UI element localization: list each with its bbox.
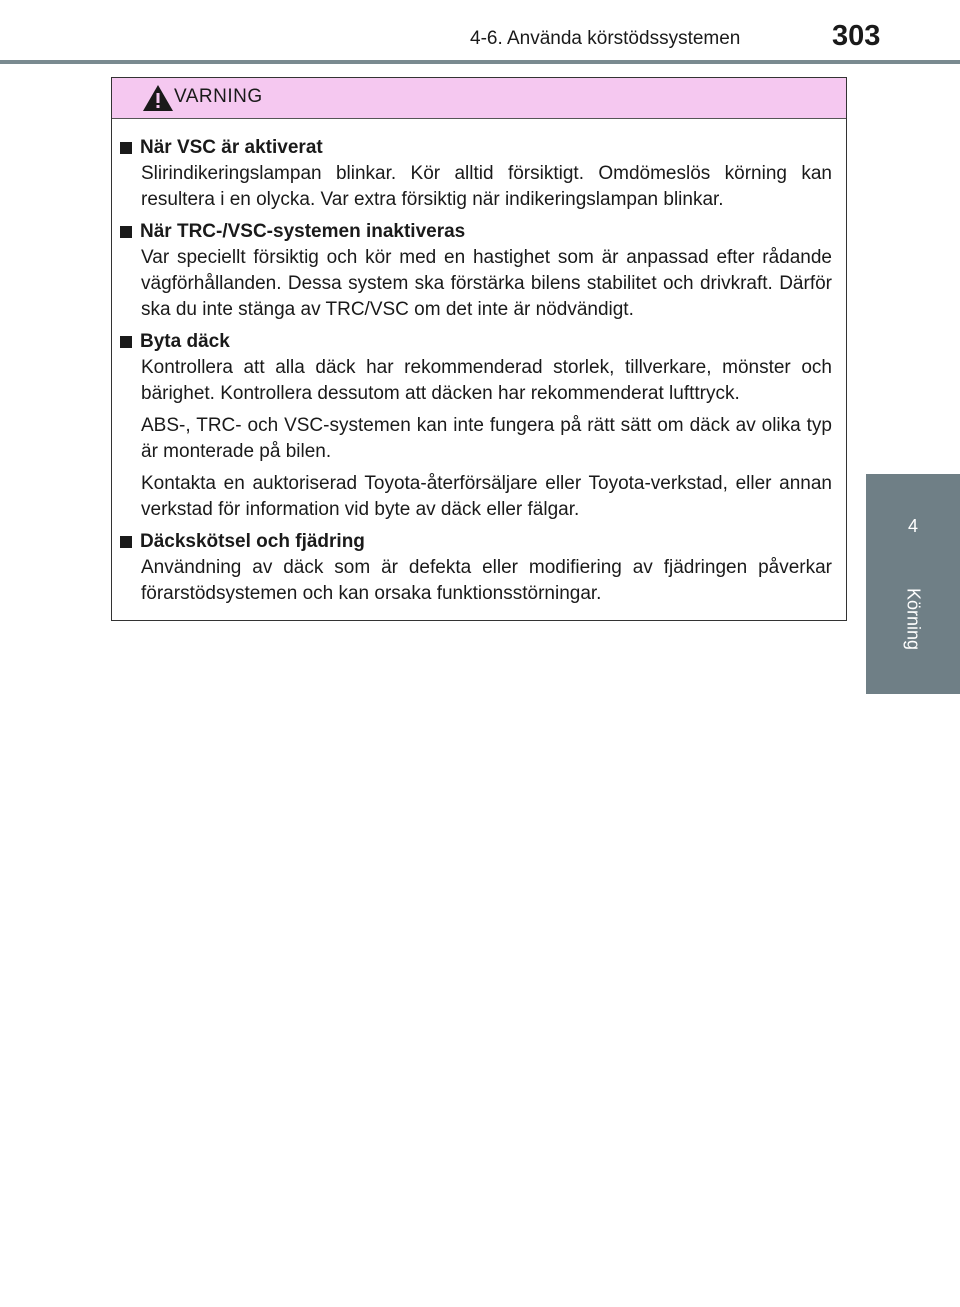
section-heading <box>120 329 832 355</box>
warning-section <box>120 529 832 607</box>
header-rule <box>0 60 960 64</box>
square-bullet-icon <box>120 536 132 548</box>
warning-body <box>112 119 846 607</box>
section-title: 4-6. Använda körstödssystemen <box>470 28 741 49</box>
warning-box <box>111 77 847 621</box>
section-heading-text: Byta däck <box>140 331 230 352</box>
paragraph: Kontakta en auktoriserad Toyota-återförsäljare eller Toyota-verkstad, eller annan verkstad för information vid byte av däck eller fälgar. <box>141 473 832 520</box>
warning-header <box>112 78 846 119</box>
paragraph: Slirindikeringslampan blinkar. Kör alltid försiktigt. Omdömeslös körning kan resultera i en olycka. Var extra försiktig när indikeringslampan blinkar. <box>141 163 832 210</box>
page-number: 303 <box>832 20 881 52</box>
warning-title: VARNING <box>174 86 263 107</box>
paragraph: Användning av däck som är defekta eller modifiering av fjädringen påverkar förarstödsystemen och kan orsaka funktionsstörningar. <box>141 557 832 604</box>
section-heading-text: Däckskötsel och fjädring <box>140 531 365 552</box>
square-bullet-icon <box>120 226 132 238</box>
warning-section <box>120 329 832 523</box>
chapter-label-wrap <box>878 559 948 679</box>
paragraph: Var speciellt försiktig och kör med en hastighet som är anpassad efter rådande vägförhållanden. Dessa system ska förstärka bilens stabilitet och drivkraft. Därför ska du inte stänga av TRC/VSC om det inte är nödvändigt. <box>141 247 832 320</box>
square-bullet-icon <box>120 336 132 348</box>
chapter-number: 4 <box>907 516 918 536</box>
paragraph: Kontrollera att alla däck har rekommenderad storlek, tillverkare, mönster och bärighet. Kontrollera dessutom att däcken har rekommenderat lufttryck. <box>141 357 832 404</box>
section-heading-text: När VSC är aktiverat <box>140 137 323 158</box>
section-heading <box>120 135 832 161</box>
paragraph: ABS-, TRC- och VSC-systemen kan inte fungera på rätt sätt om däck av olika typ är monterade på bilen. <box>141 415 832 462</box>
chapter-label: Körning <box>903 587 924 651</box>
warning-section <box>120 219 832 323</box>
chapter-tab <box>866 474 960 694</box>
warning-triangle-icon <box>142 84 174 112</box>
section-heading <box>120 529 832 555</box>
warning-section <box>120 135 832 213</box>
square-bullet-icon <box>120 142 132 154</box>
section-heading-text: När TRC-/VSC-systemen inaktiveras <box>140 221 466 242</box>
section-heading <box>120 219 832 245</box>
